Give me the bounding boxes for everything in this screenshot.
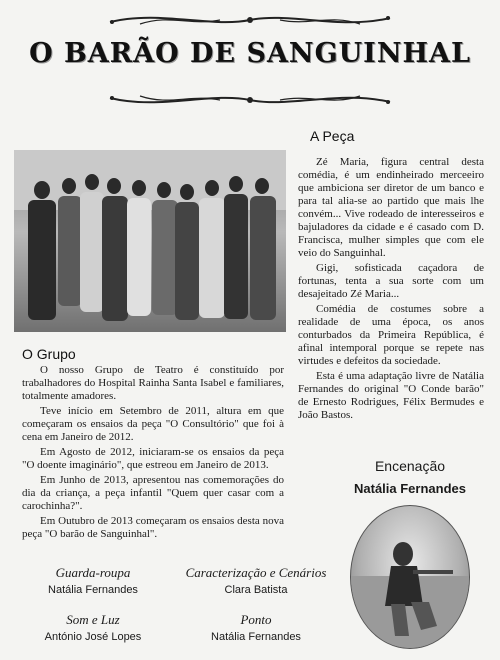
grupo-paragraph: O nosso Grupo de Teatro é constituído por trabalhadores do Hospital Rainha Santa Isabel e familiares, totalmente amadores. (22, 364, 284, 402)
encenacao-name: Natália Fernandes (354, 481, 466, 496)
grupo-paragraph: Em Agosto de 2012, iniciaram-se os ensaios da peça "O doente imaginário", que estreou em Janeiro de 2013. (22, 446, 284, 471)
peca-paragraph: Gigi, sofisticada caçadora de fortunas, tenta a sua sorte com um desajeitado Zé Maria... (298, 262, 484, 300)
grupo-paragraph: Em Outubro de 2013 começaram os ensaios desta nova peça "O barão de Sanguinhal". (22, 515, 284, 540)
credit-role: Caracterização e Cenários (185, 565, 327, 580)
credit-som-luz (18, 612, 168, 643)
top-flourish (100, 8, 400, 32)
credit-name: Natália Fernandes (211, 631, 301, 643)
credit-role: Guarda-roupa (55, 565, 131, 580)
director-figure (351, 506, 469, 648)
director-photo (350, 505, 470, 649)
grupo-text (22, 364, 284, 543)
peca-text (298, 156, 484, 424)
cast-photo (14, 150, 286, 332)
credit-name: Natália Fernandes (48, 584, 138, 596)
credit-name: Clara Batista (224, 584, 288, 596)
grupo-paragraph: Teve início em Setembro de 2011, altura em que começaram os ensaios da peça "O Consultório" que foi à cena em Janeiro de 2012. (22, 405, 284, 443)
credit-ponto (172, 612, 340, 643)
peca-paragraph: Esta é uma adaptação livre de Natália Fernandes do original "O Conde barão" de Ernesto Rodrigues, Félix Bermudes e João Bastos. (298, 370, 484, 421)
page-title: O BARÃO DE SANGUINHAL (29, 38, 471, 69)
credit-caracterizacao (172, 565, 340, 596)
grupo-paragraph: Em Junho de 2013, apresentou nas comemorações do dia da criança, a peça infantil "Quem quer casar com a carochinha?". (22, 474, 284, 512)
credit-role: Som e Luz (66, 612, 120, 627)
cast-photo-figures (14, 150, 286, 332)
bottom-flourish (100, 88, 400, 112)
peca-paragraph: Comédia de costumes sobre a realidade de uma época, os anos conturbados da Primeira República, é afinal intemporal porque se repete nas virtudes e defeitos da sociedade. (298, 303, 484, 367)
credit-name: António José Lopes (44, 631, 142, 643)
peca-heading: A Peça (310, 128, 355, 144)
encenacao-heading: Encenação (374, 458, 446, 474)
grupo-heading: O Grupo (22, 346, 76, 362)
credit-guarda-roupa (18, 565, 168, 596)
credit-role: Ponto (240, 612, 272, 627)
peca-paragraph: Zé Maria, figura central desta comédia, é um endinheirado merceeiro que ambiciona ser diretor de um banco e para tal alia-se ao partido que mais lhe convém... Vive rodeado de interesseiros e bajuladores da cidade e é casado com D. Francisca, mulher simples que com ele veio do Sanguinhal. (298, 156, 484, 259)
